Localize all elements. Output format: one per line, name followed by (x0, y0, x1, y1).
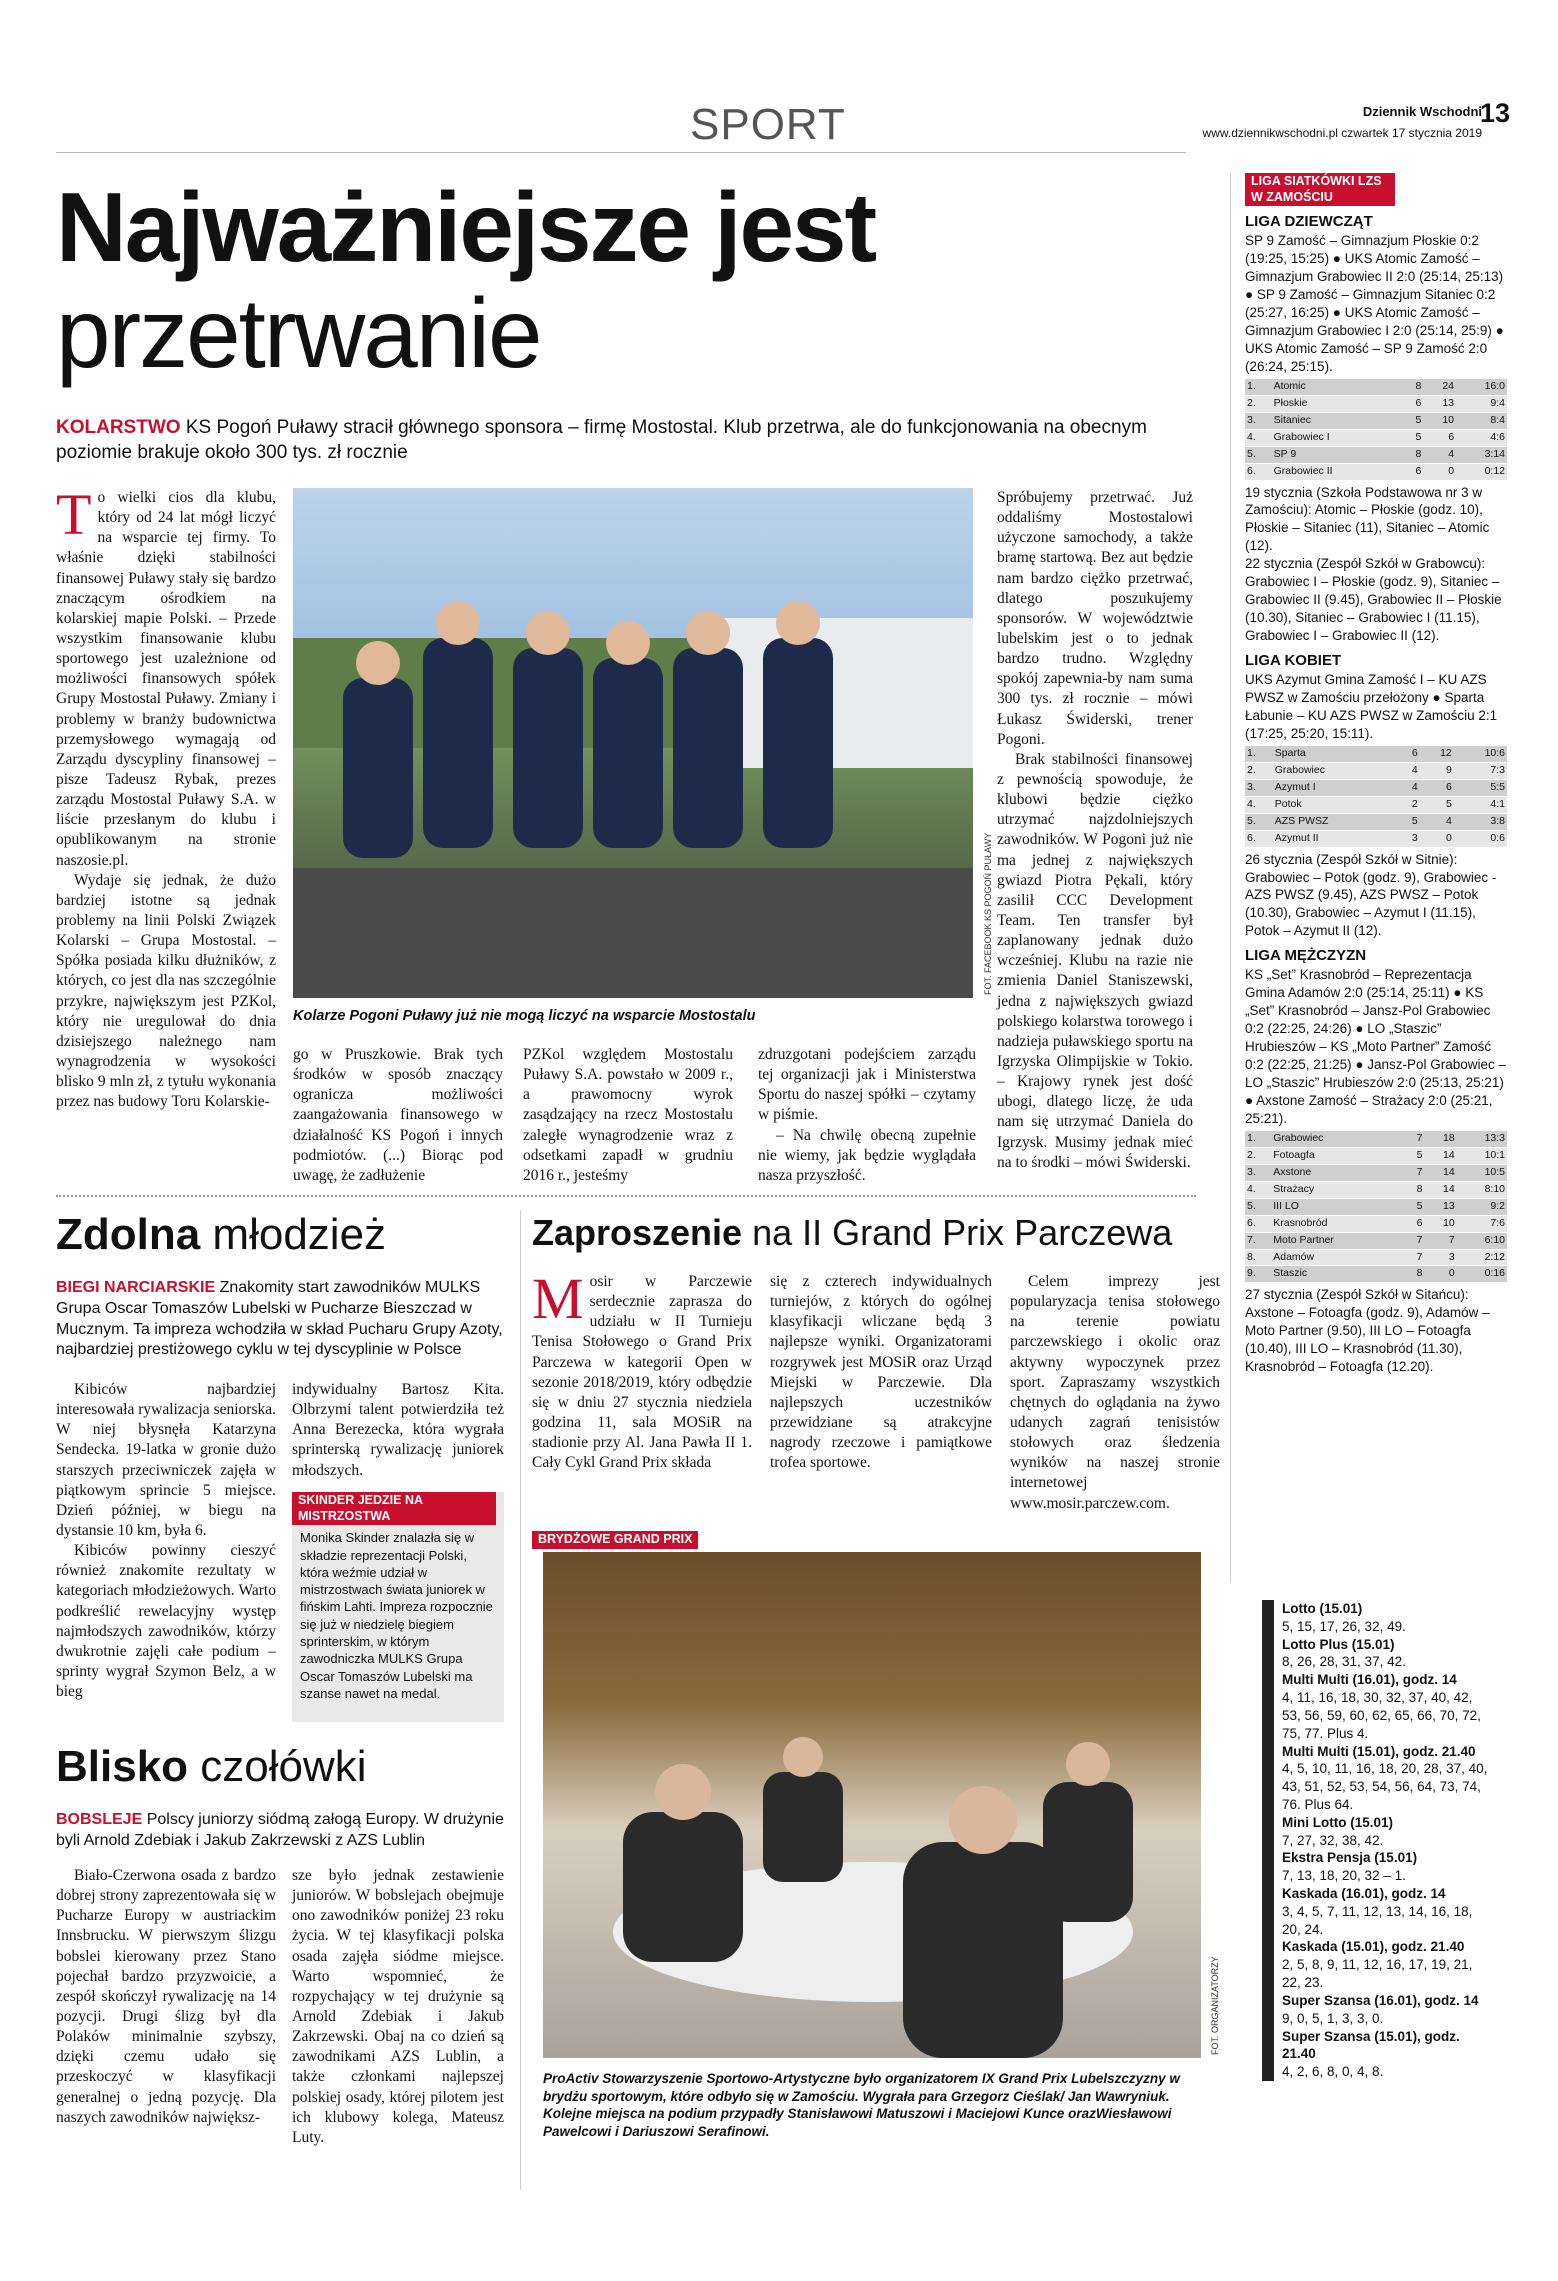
standings-cell: 8. (1245, 1249, 1271, 1266)
standings-cell: 4 (1398, 762, 1419, 779)
liga-dziewczat-results: SP 9 Zamość – Gimnazjum Płoskie 0:2 (19:25, 15:25) ● UKS Atomic Zamość – Gimnazjum Grabowiec II 2:0 (25:14, 25:13) ● SP 9 Zamość – Gimnazjum Sitaniec 0:2 (25:27, 16:25) ● UKS Atomic Zamość – Gimnazjum Grabowiec I 2:0 (25:14, 25:9) ● UKS Atomic Zamość – SP 9 Zamość 2:0 (26:24, 25:15). (1245, 233, 1504, 374)
standings-cell: 7 (1404, 1164, 1424, 1181)
standings-row (1245, 446, 1507, 463)
col4-p1: zdruzgotani podejściem zarządu tej organizacji jak i Ministerstwa Sportu do naszej spółki – czytamy w piśmie. (758, 1046, 976, 1124)
page-number: 13 (1479, 98, 1510, 128)
blisko-lead (56, 1810, 516, 1852)
standings-cell: 7:3 (1454, 762, 1507, 779)
col3-p: PZKol względem Mostostalu Puławy S.A. powstało w 2009 r., a prawomocny wyrok zasądzający na rzecz Mostostalu zaległe wynagrodzenie wraz z odsetkami zapadł w grudniu 2016 r., jesteśmy (523, 1046, 733, 1184)
standings-cell: 1. (1245, 1131, 1271, 1147)
standings-cell: 0:16 (1457, 1266, 1507, 1283)
lead-kicker: KOLARSTWO (56, 417, 181, 438)
standings-cell: 3:14 (1456, 446, 1507, 463)
standings-cell: Sparta (1273, 746, 1398, 762)
standings-cell: 6 (1423, 429, 1456, 446)
lotto-game-label: Ekstra Pensja (15.01) (1282, 1850, 1418, 1866)
liga-kobiet-results: UKS Azymut Gmina Zamość I – KU AZS PWSZ w Zamościu przełożony ● Sparta Łabunie – KU AZS PWSZ w Zamościu 2:1 (17:25, 25:20, 15:11). (1245, 672, 1498, 741)
zaproszenie-title-light: na II Grand Prix Parczewa (742, 1212, 1173, 1253)
url-date: www.dziennikwschodni.pl czwartek 17 stycznia 2019 (1202, 126, 1482, 140)
liga-kobiet-table (1245, 746, 1507, 848)
lotto-numbers: 7, 13, 18, 20, 32 – 1. (1282, 1868, 1406, 1884)
photo-caption: Kolarze Pogoni Puławy już nie mogą liczyć na wsparcie Mostostalu (293, 1008, 756, 1024)
standings-cell: 7. (1245, 1232, 1271, 1249)
liga-mezczyzn-table (1245, 1131, 1507, 1284)
zaproszenie-p3: Celem imprezy jest popularyzacja tenisa stołowego na terenie powiatu parczewskiego i okolic oraz aktywny wypoczynek przez sport. Zapraszamy wszystkich chętnych do oglądania na żywo udanych zagrań tenisistów stołowych oraz śledzenia wyników na naszej stronie internetowej www.mosir.parczew.com. (1010, 1273, 1220, 1512)
standings-cell: 3:8 (1454, 813, 1507, 830)
dropcap: T (56, 482, 92, 547)
standings-cell: 8 (1403, 446, 1424, 463)
brydz-tag-wrap (532, 1530, 698, 1549)
article-col4 (758, 1045, 976, 1186)
standings-row (1245, 1266, 1507, 1283)
standings-cell: 5 (1403, 429, 1424, 446)
lotto-game-label: Kaskada (15.01), godz. 21.40 (1282, 1939, 1465, 1955)
volleyball-sidebar (1245, 173, 1507, 1376)
liga-kobiet-schedule: 26 stycznia (Zespół Szkół w Sitnie): Grabowiec – Potok (godz. 9), Grabowiec - AZS PWSZ (9.45), AZS PWSZ – Potok (10.30), Grabowiec – Azymut I (11.15), Potok – Azymut II (12). (1245, 851, 1497, 939)
standings-row (1245, 1249, 1507, 1266)
lotto-numbers: 4, 11, 16, 18, 30, 32, 37, 40, 42, 53, 56, 59, 60, 62, 65, 66, 70, 72, 75, 77. Plus 4. (1282, 1690, 1481, 1741)
standings-cell: 4. (1245, 796, 1273, 813)
standings-cell: 6. (1245, 1215, 1271, 1232)
standings-cell: 2 (1398, 796, 1419, 813)
lotto-numbers: 8, 26, 28, 31, 37, 42. (1282, 1654, 1406, 1670)
standings-row (1245, 1198, 1507, 1215)
standings-cell: 2:12 (1457, 1249, 1507, 1266)
lead-text: KS Pogoń Puławy stracił głównego sponsora – firmę Mostostal. Klub przetrwa, ale do funkcjonowania na obecnym poziomie brakuje około 300 tys. zł rocznie (56, 417, 1147, 464)
skinder-text: Monika Skinder znalazła się w składzie reprezentacji Polski, która weźmie udział w mistrzostwach świata juniorek w fińskim Lahti. Impreza rozpocznie się już w niedzielę biegiem sprinterskim, w którym zawodniczka MULKS Grupa Oscar Tomaszów Lubelski ma szanse nawet na medal. (300, 1530, 493, 1701)
standings-cell: 3 (1424, 1249, 1456, 1266)
standings-row (1245, 1147, 1507, 1164)
standings-cell: 4. (1245, 429, 1272, 446)
standings-row (1245, 813, 1507, 830)
zaproszenie-title-bold: Zaproszenie (532, 1212, 743, 1253)
standings-cell: 0:12 (1456, 463, 1507, 480)
standings-cell: 5. (1245, 446, 1272, 463)
zaproszenie-p2: się z czterech indywidualnych turniejów, z których do ogólnej klasyfikacji wliczane będą 3 najlepsze wyniki. Organizatorami rozgrywek jest MOSiR oraz Urząd Miejski w Parczewie. Dla najlepszych uczestników przewidziane są atrakcyjne nagrody rzeczowe i pamiątkowe trofea sportowe. (770, 1273, 992, 1472)
standings-cell: Płoskie (1272, 395, 1403, 412)
standings-cell: 5. (1245, 1198, 1271, 1215)
lotto-numbers: 9, 0, 5, 1, 3, 3, 0. (1282, 2010, 1384, 2026)
standings-cell: 9:2 (1457, 1198, 1507, 1215)
zdolna-col1 (56, 1380, 276, 1702)
standings-cell: 8 (1404, 1266, 1424, 1283)
standings-cell: 14 (1424, 1147, 1456, 1164)
lotto-game-label: Super Szansa (15.01), godz. 21.40 (1282, 2028, 1460, 2062)
standings-cell: 4:1 (1454, 796, 1507, 813)
sidebar-tag: LIGA SIATKÓWKI LZS W ZAMOŚCIU (1245, 173, 1395, 206)
section-title: SPORT (690, 100, 846, 149)
standings-cell: Moto Partner (1271, 1232, 1404, 1249)
standings-cell: 2. (1245, 762, 1273, 779)
lotto-game-label: Lotto (15.01) (1282, 1601, 1363, 1616)
col1-p2: Wydaje się jednak, że dużo bardziej istotne są jednak problemy na linii Polski Związek Kolarski – Grupa Mostostal. – Spółka posiada kilku dłużników, z których, co jest dla nas szczególnie przykre, największym jest PZKol, który nie uregulował do dnia dzisiejszego należnego nam wynagrodzenia w wysokości blisko 9 mln zł, z tytułu wykonania przez nas budowy Toru Kolarskie- (56, 871, 276, 1111)
liga-mezczyzn-schedule: 27 stycznia (Zespół Szkół w Sitańcu): Axstone – Fotoagfa (godz. 9), Adamów – Moto Partner (9.50), III LO – Fotoagfa (10.40), III LO – Krasnobród (11.30), Krasnobród – Fotoagfa (12.20). (1245, 1287, 1490, 1375)
standings-cell: 7 (1404, 1249, 1424, 1266)
zdolna-lead-text: Znakomity start zawodników MULKS Grupa Oscar Tomaszów Lubelski w Pucharze Bieszczad w Mucznym. Ta impreza wchodziła w skład Pucharu Grupy Azoty, najbardziej prestiżowego cyklu w tej dyscyplinie w Polsce (56, 1279, 503, 1359)
standings-cell: 2. (1245, 1147, 1271, 1164)
lotto-game-label: Multi Multi (15.01), godz. 21.40 (1282, 1743, 1476, 1759)
standings-row (1245, 1164, 1507, 1181)
standings-cell: 3. (1245, 412, 1272, 429)
zdolna-kicker: BIEGI NARCIARSKIE (56, 1279, 216, 1296)
section-separator (56, 1195, 1196, 1197)
standings-cell: 5 (1420, 796, 1454, 813)
article-col5 (997, 488, 1193, 1173)
liga-dziewczat-table (1245, 379, 1507, 481)
col2-p: go w Pruszkowie. Brak tych środków w sposób znaczący ogranicza możliwości zaangażowania finansowego w działalność KS Pogoń i innych podmiotów. (...) Biorąc pod uwagę, że zadłużenie (293, 1046, 503, 1184)
standings-cell: 6 (1420, 779, 1454, 796)
standings-cell: 7 (1404, 1232, 1424, 1249)
standings-cell: Potok (1273, 796, 1398, 813)
blisko-col1 (56, 1866, 276, 2128)
sidebar-divider (1230, 173, 1231, 1583)
article-title-line2: przetrwanie (56, 278, 541, 388)
cyclists-photo (293, 488, 973, 998)
standings-cell: 10 (1423, 412, 1456, 429)
standings-cell: 0 (1420, 830, 1454, 847)
lotto-game-label: Super Szansa (16.01), godz. 14 (1282, 1992, 1479, 2008)
standings-cell: 3. (1245, 779, 1273, 796)
standings-cell: 6 (1403, 395, 1424, 412)
blisko-lead-text: Polscy juniorzy siódmą załogą Europy. W drużynie byli Arnold Zdebiak i Jakub Zakrzewski z AZS Lublin (56, 1811, 504, 1849)
standings-cell: 14 (1424, 1181, 1456, 1198)
blisko-title (56, 1742, 367, 1792)
standings-cell: 7 (1424, 1232, 1456, 1249)
lotto-numbers: 7, 27, 32, 38, 42. (1282, 1832, 1384, 1848)
standings-cell: 7:6 (1457, 1215, 1507, 1232)
liga-dziewczat-schedule1: 19 stycznia (Szkoła Podstawowa nr 3 w Zamościu): Atomic – Płoskie (godz. 10), Płoskie – Sitaniec (11), Sitaniec – Atomic (12). (1245, 484, 1490, 554)
standings-row (1245, 1181, 1507, 1198)
standings-cell: 5 (1398, 813, 1419, 830)
bridge-photo (543, 1552, 1201, 2058)
standings-cell: 5. (1245, 813, 1273, 830)
zdolna-title-bold: Zdolna (56, 1210, 201, 1259)
standings-cell: Atomic (1272, 379, 1403, 395)
standings-cell: 13 (1424, 1198, 1456, 1215)
lotto-game-label: Mini Lotto (15.01) (1282, 1814, 1393, 1830)
article-col3 (523, 1045, 733, 1186)
standings-row (1245, 463, 1507, 480)
standings-cell: 6:10 (1457, 1232, 1507, 1249)
zdolna-title-light: młodzież (200, 1210, 387, 1259)
liga-kobiet-title: LIGA KOBIET (1245, 652, 1342, 670)
zaproszenie-col3 (1010, 1272, 1220, 1514)
standings-cell: Azymut II (1273, 830, 1398, 847)
lotto-numbers: 4, 2, 6, 8, 0, 4, 8. (1282, 2064, 1384, 2080)
standings-cell: 5:5 (1454, 779, 1507, 796)
standings-cell: 12 (1420, 746, 1454, 762)
standings-row (1245, 762, 1507, 779)
standings-cell: 8 (1404, 1181, 1424, 1198)
liga-dziewczat-title: LIGA DZIEWCZĄT (1245, 213, 1373, 231)
brydz-caption: ProActiv Stowarzyszenie Sportowo-Artystyczne było organizatorem IX Grand Prix Lubelszczyzny w brydżu sportowym, które odbyło się w Zamościu. Wygrała para Grzegorz Cieślak/ Jan Wawryniuk. Kolejne miejsca na podium przypadły Stanisławowi Matuszowi i Maciejowi Kunce orazWiesławowi Pawelcowi i Dariuszowi Serafinowi. (543, 2071, 1180, 2139)
standings-row (1245, 412, 1507, 429)
paper-name: Dziennik Wschodni (1362, 104, 1482, 119)
lotto-game-label: Multi Multi (16.01), godz. 14 (1282, 1672, 1457, 1688)
standings-cell: 7 (1404, 1131, 1424, 1147)
standings-cell: 10 (1424, 1215, 1456, 1232)
skinder-tag: SKINDER JEDZIE NA MISTRZOSTWA (292, 1492, 496, 1525)
skinder-box (292, 1492, 504, 1722)
standings-cell: 13:3 (1457, 1131, 1507, 1147)
column-divider (520, 1210, 521, 2190)
standings-cell: 4:6 (1456, 429, 1507, 446)
zaproszenie-title (532, 1212, 1172, 1254)
lotto-results (1262, 1600, 1492, 2081)
standings-row (1245, 779, 1507, 796)
lotto-numbers: 2, 5, 8, 9, 11, 12, 16, 17, 19, 21, 22, 23. (1282, 1957, 1473, 1991)
zdolna-col2-p: indywidualny Bartosz Kita. Olbrzymi talent potwierdziła też Anna Berezecka, która wygrała sprinterską rywalizację juniorek młodszych. (292, 1381, 504, 1479)
standings-row (1245, 1215, 1507, 1232)
standings-cell: 2. (1245, 395, 1272, 412)
liga-mezczyzn-results: KS „Set” Krasnobród – Reprezentacja Gmina Adamów 2:0 (25:14, 25:11) ● KS „Set” Krasnobród – Jansz-Pol Grabowiec 0:2 (22:25, 24:26) ● LO „Staszic” Hrubieszów – KS „Moto Partner” Zamość 0:2 (22:25, 21:25) ● Jansz-Pol Grabowiec – LO „Staszic” Hrubieszów 2:0 (25:13, 25:21) ● Axstone Zamość – Strażacy 2:0 (25:21, 25:21). (1245, 967, 1507, 1126)
standings-cell: Krasnobród (1271, 1215, 1404, 1232)
standings-cell: 14 (1424, 1164, 1456, 1181)
standings-cell: 13 (1423, 395, 1456, 412)
standings-cell: AZS PWSZ (1273, 813, 1398, 830)
standings-cell: Sitaniec (1272, 412, 1403, 429)
article-lead (56, 415, 1186, 465)
blisko-title-bold: Blisko (56, 1742, 189, 1791)
lotto-numbers: 3, 4, 5, 7, 11, 12, 13, 14, 16, 18, 20, 24. (1282, 1903, 1473, 1937)
standings-cell: 10:5 (1457, 1164, 1507, 1181)
standings-cell: 9 (1420, 762, 1454, 779)
standings-cell: Azymut I (1273, 779, 1398, 796)
standings-cell: 6. (1245, 463, 1272, 480)
standings-cell: 9:4 (1456, 395, 1507, 412)
header-rule (56, 152, 1186, 153)
standings-cell: III LO (1271, 1198, 1404, 1215)
zdolna-lead (56, 1278, 516, 1361)
standings-cell: Axstone (1271, 1164, 1404, 1181)
standings-cell: 24 (1423, 379, 1456, 395)
standings-cell: 10:6 (1454, 746, 1507, 762)
standings-cell: 4 (1420, 813, 1454, 830)
standings-cell: 9. (1245, 1266, 1271, 1283)
standings-cell: Grabowiec I (1272, 429, 1403, 446)
standings-cell: 0 (1424, 1266, 1456, 1283)
standings-cell: Grabowiec II (1272, 463, 1403, 480)
standings-row (1245, 395, 1507, 412)
standings-cell: 18 (1424, 1131, 1456, 1147)
liga-mezczyzn-title: LIGA MĘŻCZYZN (1245, 947, 1367, 965)
standings-cell: Grabowiec (1271, 1131, 1404, 1147)
lotto-numbers: 4, 5, 10, 11, 16, 18, 20, 28, 37, 40, 43, 51, 52, 53, 54, 56, 64, 73, 74, 76. Plus 64. (1282, 1761, 1488, 1812)
standings-cell: 8 (1403, 379, 1424, 395)
col5-p2: Brak stabilności finansowej z pewnością spowoduje, że klubowi będzie ciężko utrzymać najzdolniejszych zawodników. W Pogoni już nie ma jednej z największych gwiazd Piotra Pękali, który zasilił CCC Development Team. Ten transfer był zaplanowany jednak dużo wcześniej. Klubu na razie nie zmienia Daniel Staniszewski, jedna z największych gwiazd polskiego kolarstwa torowego i nadzieja puławskiego sportu na Igrzyska Olimpijskie w Tokio. – Krajowy rynek jest dość ubogi, dlatego liczę, że uda nam się utrzymać Daniela do Igrzysk. Musimy jednak mieć na to środki – mówi Świderski. (997, 750, 1193, 1171)
zaproszenie-p1: osir w Parczewie serdecznie zaprasza do udziału w II Turnieju Tenisa Stołowego o Grand Prix Parczewa w kategorii Open w sezonie 2018/2019, który odbędzie się w dniu 27 stycznia niedziela godzina 11, sala MOSiR na stadionie przy Al. Jana Pawła II 1. Cały Cykl Grand Prix składa (532, 1273, 752, 1472)
standings-cell: Fotoagfa (1271, 1147, 1404, 1164)
blisko-kicker: BOBSLEJE (56, 1811, 143, 1828)
zdolna-p2: Kibiców powinny cieszyć również znakomite rezultaty w kategoriach młodzieżowych. Warto podkreślić rewelacyjny występ najmłodszych zawodników, którzy dwukrotnie zajęli całe podium – sprinty wygrał Szymon Belz, a w bieg (56, 1542, 276, 1701)
standings-cell: 0:6 (1454, 830, 1507, 847)
photo-credit: FOT. FACEBOOK KS POGOŃ PUŁAWY (983, 832, 993, 995)
standings-row (1245, 746, 1507, 762)
standings-row (1245, 796, 1507, 813)
standings-cell: 16:0 (1456, 379, 1507, 395)
standings-cell: 6 (1404, 1215, 1424, 1232)
standings-cell: 5 (1403, 412, 1424, 429)
col4-p2: – Na chwilę obecną zupełnie nie wiemy, jak będzie wyglądała nasza przyszłość. (758, 1126, 976, 1184)
standings-cell: Adamów (1271, 1249, 1404, 1266)
liga-dziewczat-schedule2: 22 stycznia (Zespół Szkół w Grabowcu): Grabowiec I – Płoskie (godz. 9), Sitaniec – Grabowiec II (9.45), Grabowiec II – Płoskie (10.30), Sitaniec – Grabowiec I (11.15), Grabowiec I – Grabowiec II (12). (1245, 556, 1502, 644)
standings-cell: 8:10 (1457, 1181, 1507, 1198)
lotto-numbers: 5, 15, 17, 26, 32, 49. (1282, 1618, 1406, 1634)
col5-p1: Spróbujemy przetrwać. Już oddaliśmy Mostostalowi użyczone samochody, a także bramę startową. Bez aut będzie nam bardzo ciężko przetrwać, dlatego poszukujemy sponsorów. W województwie lubelskim jest o to jednak bardzo trudno. Względny spokój zapewnia-by nam suma 300 tys. zł rocznie – mówi Łukasz Świderski, trener Pogoni. (997, 489, 1193, 748)
blisko-p1: Biało-Czerwona osada z bardzo dobrej strony zaprezentowała się w Pucharze Europy w austriackim Innsbrucku. W pierwszym ślizgu bobslei kierowany przez Stano pojechał bardzo przyzwoicie, a zespół skończył rywalizację na 14 pozycji. Drugi ślizg był dla Polaków minimalnie szybszy, dzięki czemu udało się przeskoczyć w klasyfikacji generalnej o jedną pozycję. Dla naszych zawodników największ- (56, 1867, 276, 2126)
standings-cell: 10:1 (1457, 1147, 1507, 1164)
standings-cell: 3 (1398, 830, 1419, 847)
bridge-illustration (543, 1552, 1201, 2058)
zdolna-p1: Kibiców najbardziej interesowała rywalizacja seniorska. W niej błysnęła Katarzyna Sendecka. 19-latka w gronie dużo starszych przeciwniczek zajęła w piątkowym sprincie 5 miejsce. Dzień później, w biegu na dystansie 10 km, była 6. (56, 1381, 276, 1539)
cyclists-illustration (293, 488, 973, 998)
standings-cell: 1. (1245, 746, 1273, 762)
zdolna-title (56, 1210, 386, 1260)
brydz-tag: BRYDŻOWE GRAND PRIX (532, 1531, 698, 1549)
standings-cell: Grabowiec (1273, 762, 1398, 779)
standings-row (1245, 379, 1507, 395)
article-title-line1: Najważniejsze jest (56, 172, 876, 282)
standings-cell: 3. (1245, 1164, 1271, 1181)
standings-cell: 5 (1404, 1147, 1424, 1164)
standings-row (1245, 830, 1507, 847)
blisko-col2 (292, 1866, 504, 2148)
standings-cell: 1. (1245, 379, 1272, 395)
standings-row (1245, 429, 1507, 446)
lotto-game-label: Kaskada (16.01), godz. 14 (1282, 1886, 1446, 1901)
blisko-p2: sze było jednak zestawienie juniorów. W bobslejach obejmuje ono zawodników poniżej 23 roku życia. W tej klasyfikacji polska osada zajęła siódme miejsce. Warto wspomnieć, że rozpychający w tej drużynie są Arnold Zdebiak i Jakub Zakrzewski. Obaj na co dzień są zawodnikami AZS Lublin, a także członkami najlepszej polskiej osady, której pilotem jest ich klubowy kolega, Mateusz Luty. (292, 1867, 504, 2146)
blisko-title-light: czołówki (188, 1742, 367, 1791)
zaproszenie-col1 (532, 1266, 752, 1473)
standings-cell: SP 9 (1272, 446, 1403, 463)
standings-cell: 6 (1403, 463, 1424, 480)
zdolna-col2 (292, 1380, 504, 1481)
standings-row (1245, 1232, 1507, 1249)
col1-p1: o wielki cios dla klubu, który od 24 lat mógł liczyć na wsparcie tej firmy. To właśnie dzięki stabilności finansowej Puławy stały się bardzo znaczącym ośrodkiem na kolarskiej mapie Polski. – Przede wszystkim finansowanie klubu sportowego jest uzależnione od możliwości finansowych spółek Grupy Mostostal Puławy. Zmiany i problemy w branży budownictwa przemysłowego wymagają od Zarządu dyscypliny finansowej – pisze Tadeusz Rybak, prezes zarządu Mostostal Puławy S.A. w liście przesłanym do klubu i opublikowanym na stronie naszosie.pl. (56, 489, 276, 869)
brydz-credit: FOT. ORGANIZATORZY (1210, 1956, 1220, 2055)
standings-cell: Strażacy (1271, 1181, 1404, 1198)
zaproszenie-dropcap: M (532, 1266, 584, 1331)
standings-row (1245, 1131, 1507, 1147)
standings-cell: 4. (1245, 1181, 1271, 1198)
standings-cell: 5 (1404, 1198, 1424, 1215)
zaproszenie-col2 (770, 1272, 992, 1473)
lotto-game-label: Lotto Plus (15.01) (1282, 1636, 1395, 1652)
standings-cell: 6 (1398, 746, 1419, 762)
standings-cell: 4 (1398, 779, 1419, 796)
standings-cell: 6. (1245, 830, 1273, 847)
article-col1 (56, 482, 276, 1112)
standings-cell: Staszic (1271, 1266, 1404, 1283)
standings-cell: 4 (1423, 446, 1456, 463)
standings-cell: 0 (1423, 463, 1456, 480)
standings-cell: 8:4 (1456, 412, 1507, 429)
article-col2 (293, 1045, 503, 1186)
